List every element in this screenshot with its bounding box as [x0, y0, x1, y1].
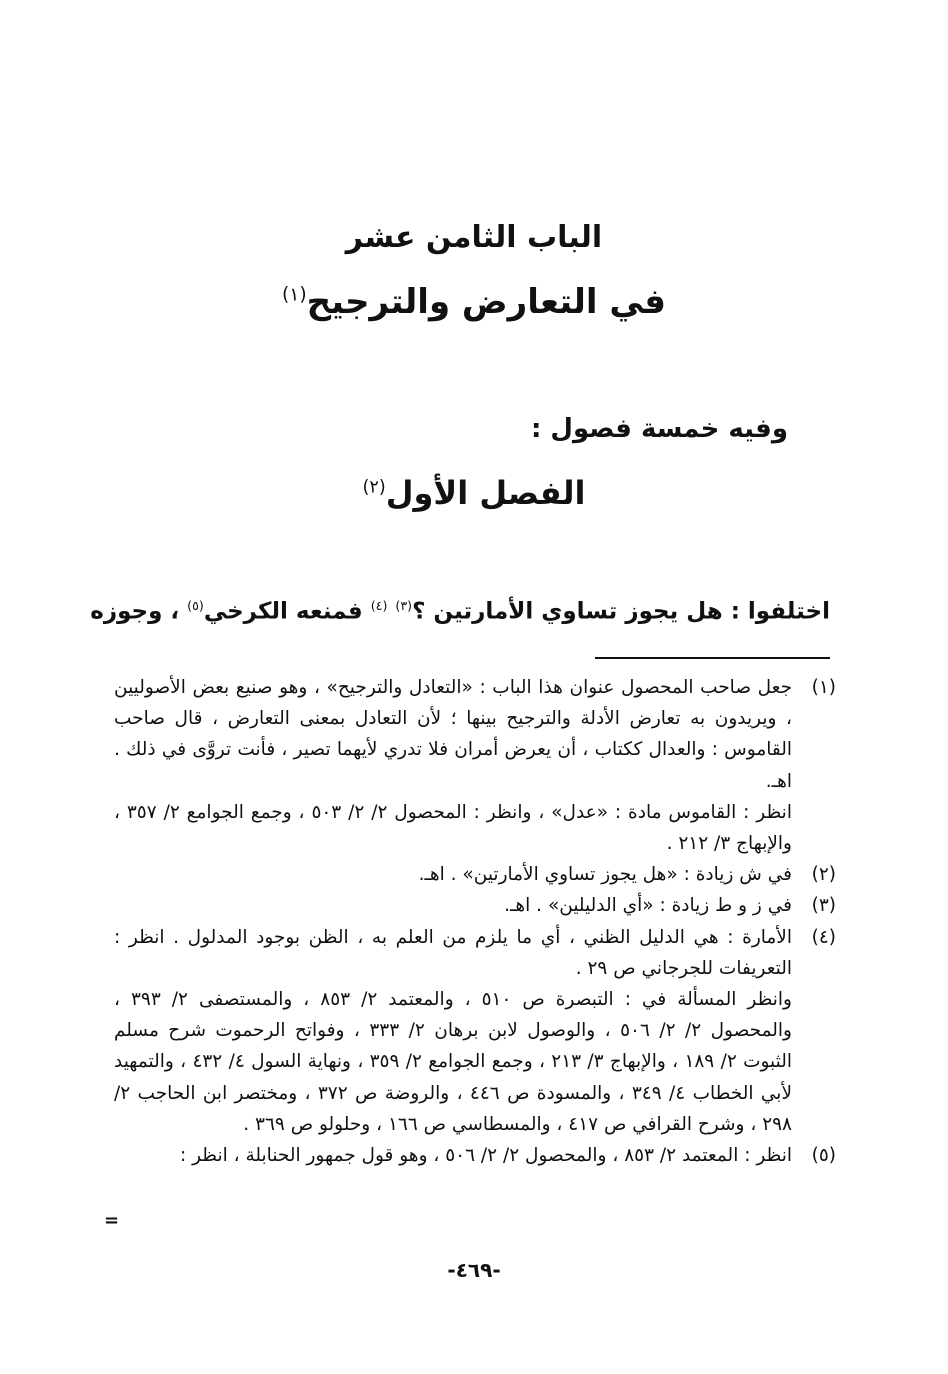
chapter-subtitle — [0, 282, 948, 322]
footnote-paragraph: وانظر المسألة في : التبصرة ص ٥١٠ ، والمعتمد ٢/ ٨٥٣ ، والمستصفى ٢/ ٣٩٣ ، والمحصول ٢/ ٢/ ٥٠٦ ، والوصول لابن برهان ٢/ ٣٣٣ ، وفواتح الرحموت شرح مسلم الثبوت ٢/ ١٨٩ ، والإبهاج ٣/ ٢١٣ ، وجمع الجوامع ٢/ ٣٥٩ ، ونهاية السول ٤/ ٤٣٢ ، والتمهيد لأبي الخطاب ٤/ ٣٤٩ ، والمسودة ص ٤٤٦ ، والروضة ص ٣٧٢ ، ومختصر ابن الحاجب ٢/ ٢٩٨ ، وشرح القرافي ص ٤١٧ ، والمسطاسي ص ١٦٦ ، وحلولو ص ٣٦٩ . — [114, 989, 792, 1135]
footnote-ref-2[interactable]: (٢) — [362, 477, 386, 498]
chapter-title: الباب الثامن عشر — [345, 220, 603, 255]
page-number: -٤٦٩- — [447, 1258, 501, 1282]
footnote-text — [114, 1140, 792, 1171]
footnote-ref-3[interactable]: (٣) — [395, 598, 413, 613]
footnote-paragraph: انظر : المعتمد ٢/ ٨٥٣ ، والمحصول ٢/ ٢/ ٥٠٦ ، وهو قول جمهور الحنابلة ، انظر : — [179, 1145, 792, 1167]
footnote-text — [114, 890, 792, 921]
footnote-text — [114, 922, 792, 1140]
body-text — [90, 598, 830, 625]
footnote-ref-1[interactable]: (١) — [281, 284, 307, 306]
footnote-number: (٤) — [811, 926, 836, 948]
footnote-separator — [595, 657, 830, 659]
footnote-paragraph: في ز و ط زيادة : «أي الدليلين» . اهـ. — [504, 895, 792, 917]
footnote-paragraph: في ش زيادة : «هل يجوز تساوي الأمارتين» . اهـ. — [418, 864, 792, 886]
footnote-text — [114, 859, 792, 890]
continuation-mark: = — [104, 1210, 120, 1231]
footnote-3 — [114, 890, 836, 921]
footnote-ref-5[interactable]: (٥) — [187, 598, 204, 613]
intro-text: وفيه خمسة فصول : — [530, 414, 788, 444]
footnote-paragraph: الأمارة : هي الدليل الظني ، أي ما يلزم من العلم به ، الظن بوجود المدلول . انظر : التعريفات للجرجاني ص ٢٩ . — [114, 926, 792, 979]
chapter-subtitle-text: في التعارض والترجيح — [306, 282, 666, 322]
footnote-1 — [114, 672, 836, 859]
footnote-text — [114, 672, 792, 859]
footnote-number: (٢) — [811, 864, 836, 886]
body-part-1: اختلفوا : هل يجوز تساوي الأمارتين ؟ — [412, 598, 830, 625]
body-part-2: فمنعه الكرخي — [203, 598, 371, 625]
footnote-ref-4[interactable]: (٤) — [370, 598, 388, 613]
body-part-3: ، وجوزه — [90, 598, 188, 625]
footnote-paragraph: جعل صاحب المحصول عنوان هذا الباب : «التعادل والترجيح» ، وهو صنيع بعض الأصوليين ، ويريدون به تعارض الأدلة والترجيح بينها ؛ لأن التعادل بمعنى التعارض ، قال صاحب القاموس : والعدال ككتاب ، أن يعرض أمران فلا تدري لأيهما تصير ، فأنت تروَّى في ذلك . اهـ. — [114, 677, 792, 792]
section-title-text: الفصل الأول — [385, 474, 586, 512]
footnote-2 — [114, 859, 836, 890]
footnotes — [114, 672, 836, 1171]
footnote-5 — [114, 1140, 836, 1171]
section-title — [0, 474, 948, 512]
footnote-number: (١) — [811, 677, 836, 698]
footnote-number: (٥) — [811, 1145, 836, 1167]
footnote-number: (٣) — [811, 895, 836, 917]
footnote-4 — [114, 922, 836, 1140]
footnote-paragraph: انظر : القاموس مادة : «عدل» ، وانظر : المحصول ٢/ ٢/ ٥٠٣ ، وجمع الجوامع ٢/ ٣٥٧ ، والإبهاج ٣/ ٢١٢ . — [114, 801, 792, 855]
